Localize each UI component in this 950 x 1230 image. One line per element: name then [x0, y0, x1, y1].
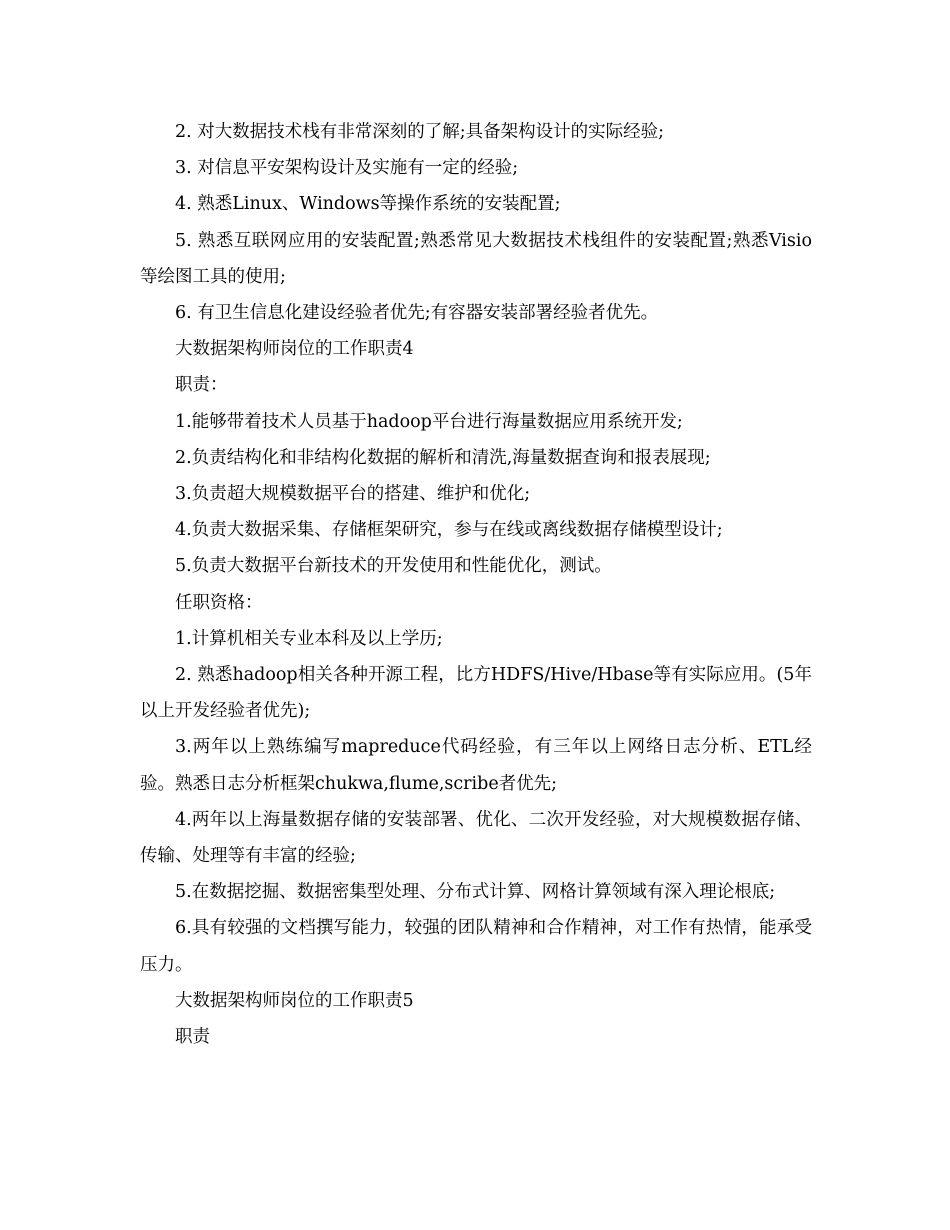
subsection-label: 职责 [175, 1027, 210, 1048]
duty-item: 1.能够带着技术人员基于hadoop平台进行海量数据应用系统开发; [175, 411, 683, 432]
subsection-label: 职责： [175, 375, 228, 396]
qualification-item: 5.在数据挖掘、数据密集型处理、分布式计算、网格计算领域有深入理论根底; [175, 882, 776, 903]
duty-item: 4.负责大数据采集、存储框架研究，参与在线或离线数据存储模型设计; [175, 520, 723, 541]
qualification-item: 1.计算机相关专业本科及以上学历; [175, 628, 443, 649]
duty-item: 3.负责超大规模数据平台的搭建、维护和优化; [175, 484, 531, 505]
requirement-item: 4. 熟悉Linux、Windows等操作系统的安装配置; [175, 194, 561, 215]
document-body [140, 114, 812, 1055]
requirement-item: 3. 对信息平安架构设计及实施有一定的经验; [175, 158, 519, 179]
subsection-label: 任职资格： [175, 592, 263, 613]
section-heading: 大数据架构师岗位的工作职责5 [175, 990, 414, 1011]
requirement-item: 2. 对大数据技术栈有非常深刻的了解;具备架构设计的实际经验; [175, 122, 665, 142]
qualification-item: 3.两年以上熟练编写mapreduce代码经验，有三年以上网络日志分析、ETL经验。熟悉日志分析框架chukwa,flume,scribe者优先; [140, 737, 812, 794]
requirement-item: 5. 熟悉互联网应用的安装配置;熟悉常见大数据技术栈组件的安装配置;熟悉Visio等绘图工具的使用; [140, 230, 812, 287]
requirement-item: 6. 有卫生信息化建设经验者优先;有容器安装部署经验者优先。 [175, 303, 659, 324]
qualification-item: 4.两年以上海量数据存储的安装部署、优化、二次开发经验，对大规模数据存储、传输、处理等有丰富的经验; [140, 809, 812, 867]
section-heading: 大数据架构师岗位的工作职责4 [175, 339, 414, 360]
duty-item: 5.负责大数据平台新技术的开发使用和性能优化，测试。 [175, 556, 612, 577]
qualification-item: 6.具有较强的文档撰写能力，较强的团队精神和合作精神，对工作有热情，能承受压力。 [140, 918, 812, 975]
duty-item: 2.负责结构化和非结构化数据的解析和清洗,海量数据查询和报表展现; [175, 447, 711, 468]
qualification-item: 2. 熟悉hadoop相关各种开源工程，比方HDFS/Hive/Hbase等有实际应用。(5年以上开发经验者优先); [140, 665, 812, 722]
